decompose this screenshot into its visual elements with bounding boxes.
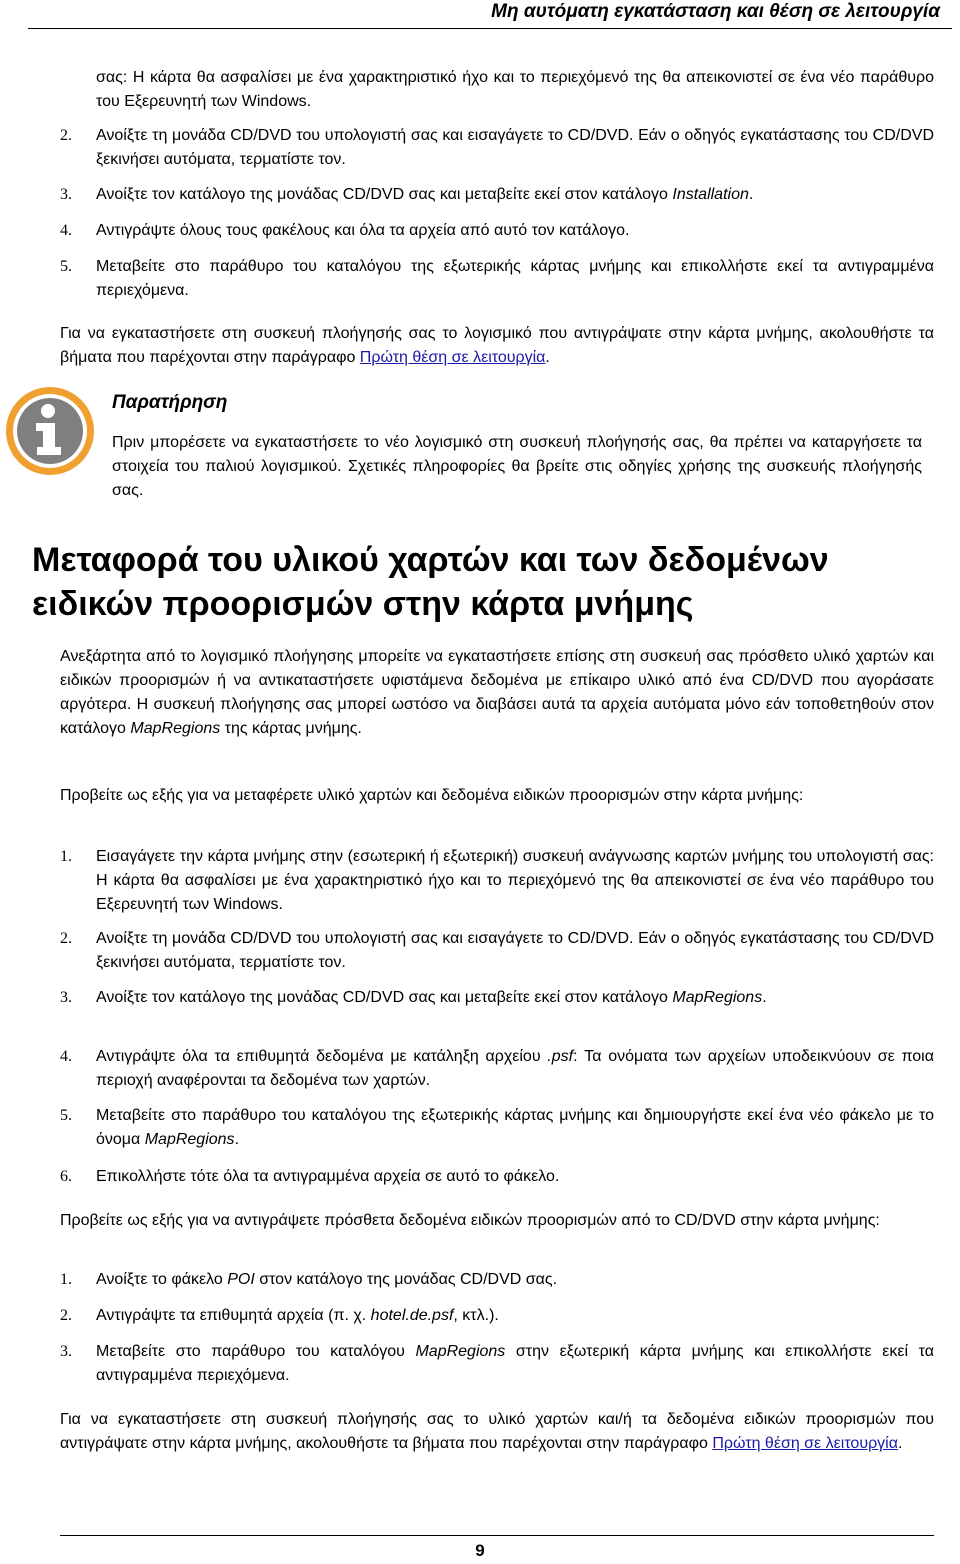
info-icon (2, 383, 98, 479)
note-text: Πριν μπορέσετε να εγκαταστήσετε το νέο λογισμικό στη συσκευή πλοήγησής σας, θα πρέπει να καταργήσετε τα στοιχεία του παλιού λογισμικού. Σχετικές πληροφορίες θα βρείτε στις οδηγίες χρήσης της συσκευής πλοήγησής σας. (112, 434, 922, 499)
list-number: 2. (60, 930, 72, 947)
note-title: Παρατήρηση (112, 392, 228, 413)
list-item (60, 1104, 934, 1152)
list-item (60, 1268, 934, 1292)
list-text: Ανοίξτε τη μονάδα CD/DVD του υπολογιστή σας και εισαγάγετε το CD/DVD. Εάν ο οδηγός εγκατάστασης του CD/DVD ξεκινήσει αυτόματα, τερματίστε τον. (96, 930, 934, 971)
list-item (60, 1165, 934, 1189)
list-number: 6. (60, 1168, 72, 1185)
footer-rule (60, 1535, 934, 1536)
lead-paragraph: Προβείτε ως εξής για να μεταφέρετε υλικό χαρτών και δεδομένα ειδικών προορισμών στην κάρτα μνήμης: (60, 787, 804, 804)
lead-paragraph: Προβείτε ως εξής για να αντιγράψετε πρόσθετα δεδομένα ειδικών προορισμών από το CD/DVD στην κάρτα μνήμης: (60, 1212, 880, 1229)
list-number: 2. (60, 127, 72, 144)
section-heading: Μεταφορά του υλικού χαρτών και των δεδομένων ειδικών προορισμών στην κάρτα μνήμης (32, 541, 829, 623)
list-number: 2. (60, 1307, 72, 1324)
section-intro: Ανεξάρτητα από το λογισμικό πλοήγησης μπορείτε να εγκαταστήσετε επίσης στη συσκευή σας πρόσθετο υλικό χαρτών και ειδικών προορισμών ή να αντικαταστήσετε υφιστάμενα δεδομένα με επίκαιρο υλικό από ένα CD/DVD που αγοράσατε αργότερα. Η συσκευή πλοήγησης σας μπορεί ωστόσο να διαβάσει αυτά τα αρχεία αυτόματα μόνο εάν τοποθετηθούν στον κατάλογο MapRegions της κάρτας μνήμης. (60, 648, 934, 737)
list-item (60, 845, 934, 917)
list-number: 1. (60, 848, 72, 865)
list-number: 5. (60, 258, 72, 275)
list-text: Μεταβείτε στο παράθυρο του καταλόγου MapRegions στην εξωτερική κάρτα μνήμης και επικολλήστε εκεί τα αντιγραμμένα περιεχόμενα. (96, 1343, 935, 1384)
closing-paragraph: Για να εγκαταστήσετε στη συσκευή πλοήγησής σας το υλικό χαρτών και/ή τα δεδομένα ειδικών προορισμών που αντιγράψατε στην κάρτα μνήμης, ακολουθήστε τα βήματα που παρέχονται στην παράγραφο Πρώτη θέση σε λειτουργία. (60, 1411, 934, 1452)
list-text: Επικολλήστε τότε όλα τα αντιγραμμένα αρχεία σε αυτό το φάκελο. (96, 1168, 560, 1185)
list-number: 1. (60, 1271, 72, 1288)
list-item (60, 255, 934, 303)
list-item (60, 1045, 934, 1093)
install-paragraph: Για να εγκαταστήσετε στη συσκευή πλοήγησής σας το λογισμικό που αντιγράψατε στην κάρτα μνήμης, ακολουθήστε τα βήματα που παρέχονται στην παράγραφο Πρώτη θέση σε λειτουργία. (60, 325, 934, 366)
list-text: Αντιγράψτε όλα τα επιθυμητά δεδομένα με κατάληξη αρχείου .psf: Τα ονόματα των αρχείων υποδεικνύουν σε ποια περιοχή αναφέρονται τα δεδομένα των χαρτών. (96, 1048, 934, 1089)
page-number: 9 (475, 1541, 485, 1560)
first-use-link[interactable]: Πρώτη θέση σε λειτουργία (712, 1435, 898, 1452)
list-text: Μεταβείτε στο παράθυρο του καταλόγου της εξωτερικής κάρτας μνήμης και δημιουργήστε εκεί ένα νέο φάκελο με το όνομα MapRegions. (96, 1107, 934, 1148)
list-text: Εισαγάγετε την κάρτα μνήμης στην (εσωτερική ή εξωτερική) συσκευή ανάγνωσης καρτών μνήμης του υπολογιστή σας: Η κάρτα θα ασφαλίσει με ένα χαρακτηριστικό ήχο και το περιεχόμενό της θα απεικονιστεί σε ένα νέο παράθυρο του Εξερευνητή των Windows. (96, 848, 934, 913)
list-item (60, 124, 934, 172)
continuation-text: σας: Η κάρτα θα ασφαλίσει με ένα χαρακτηριστικό ήχο και το περιεχόμενό της θα απεικονιστεί σε ένα νέο παράθυρο του Εξερευνητή των Windows. (96, 69, 934, 110)
list-text: Ανοίξτε τη μονάδα CD/DVD του υπολογιστή σας και εισαγάγετε το CD/DVD. Εάν ο οδηγός εγκατάστασης του CD/DVD ξεκινήσει αυτόματα, τερματίστε τον. (96, 127, 934, 168)
first-use-link[interactable]: Πρώτη θέση σε λειτουργία (359, 349, 546, 366)
list-item (60, 183, 934, 207)
list-text: Αντιγράψτε τα επιθυμητά αρχεία (π. χ. hotel.de.psf, κτλ.). (96, 1307, 499, 1324)
header-title: Μη αυτόματη εγκατάσταση και θέση σε λειτουργία (491, 1, 940, 22)
list-number: 4. (60, 222, 72, 239)
list-number: 3. (60, 1343, 72, 1360)
header-rule (28, 28, 952, 29)
list-text: Αντιγράψτε όλους τους φακέλους και όλα τα αρχεία από αυτό τον κατάλογο. (96, 222, 630, 239)
list-item (60, 219, 934, 243)
list-number: 5. (60, 1107, 72, 1124)
list-text: Ανοίξτε τον κατάλογο της μονάδας CD/DVD σας και μεταβείτε εκεί στον κατάλογο Installation. (96, 186, 754, 203)
list-text: Ανοίξτε το φάκελο POI στον κατάλογο της μονάδας CD/DVD σας. (96, 1271, 558, 1288)
list-item (60, 927, 934, 975)
list-item (60, 986, 934, 1010)
list-number: 3. (60, 989, 72, 1006)
list-item (60, 1304, 934, 1328)
list-text: Ανοίξτε τον κατάλογο της μονάδας CD/DVD σας και μεταβείτε εκεί στον κατάλογο MapRegions. (96, 989, 767, 1006)
list-item (60, 1340, 934, 1388)
list-number: 4. (60, 1048, 72, 1065)
list-number: 3. (60, 186, 72, 203)
list-text: Μεταβείτε στο παράθυρο του καταλόγου της εξωτερικής κάρτας μνήμης και επικολλήστε εκεί τα αντιγραμμένα περιεχόμενα. (96, 258, 934, 299)
